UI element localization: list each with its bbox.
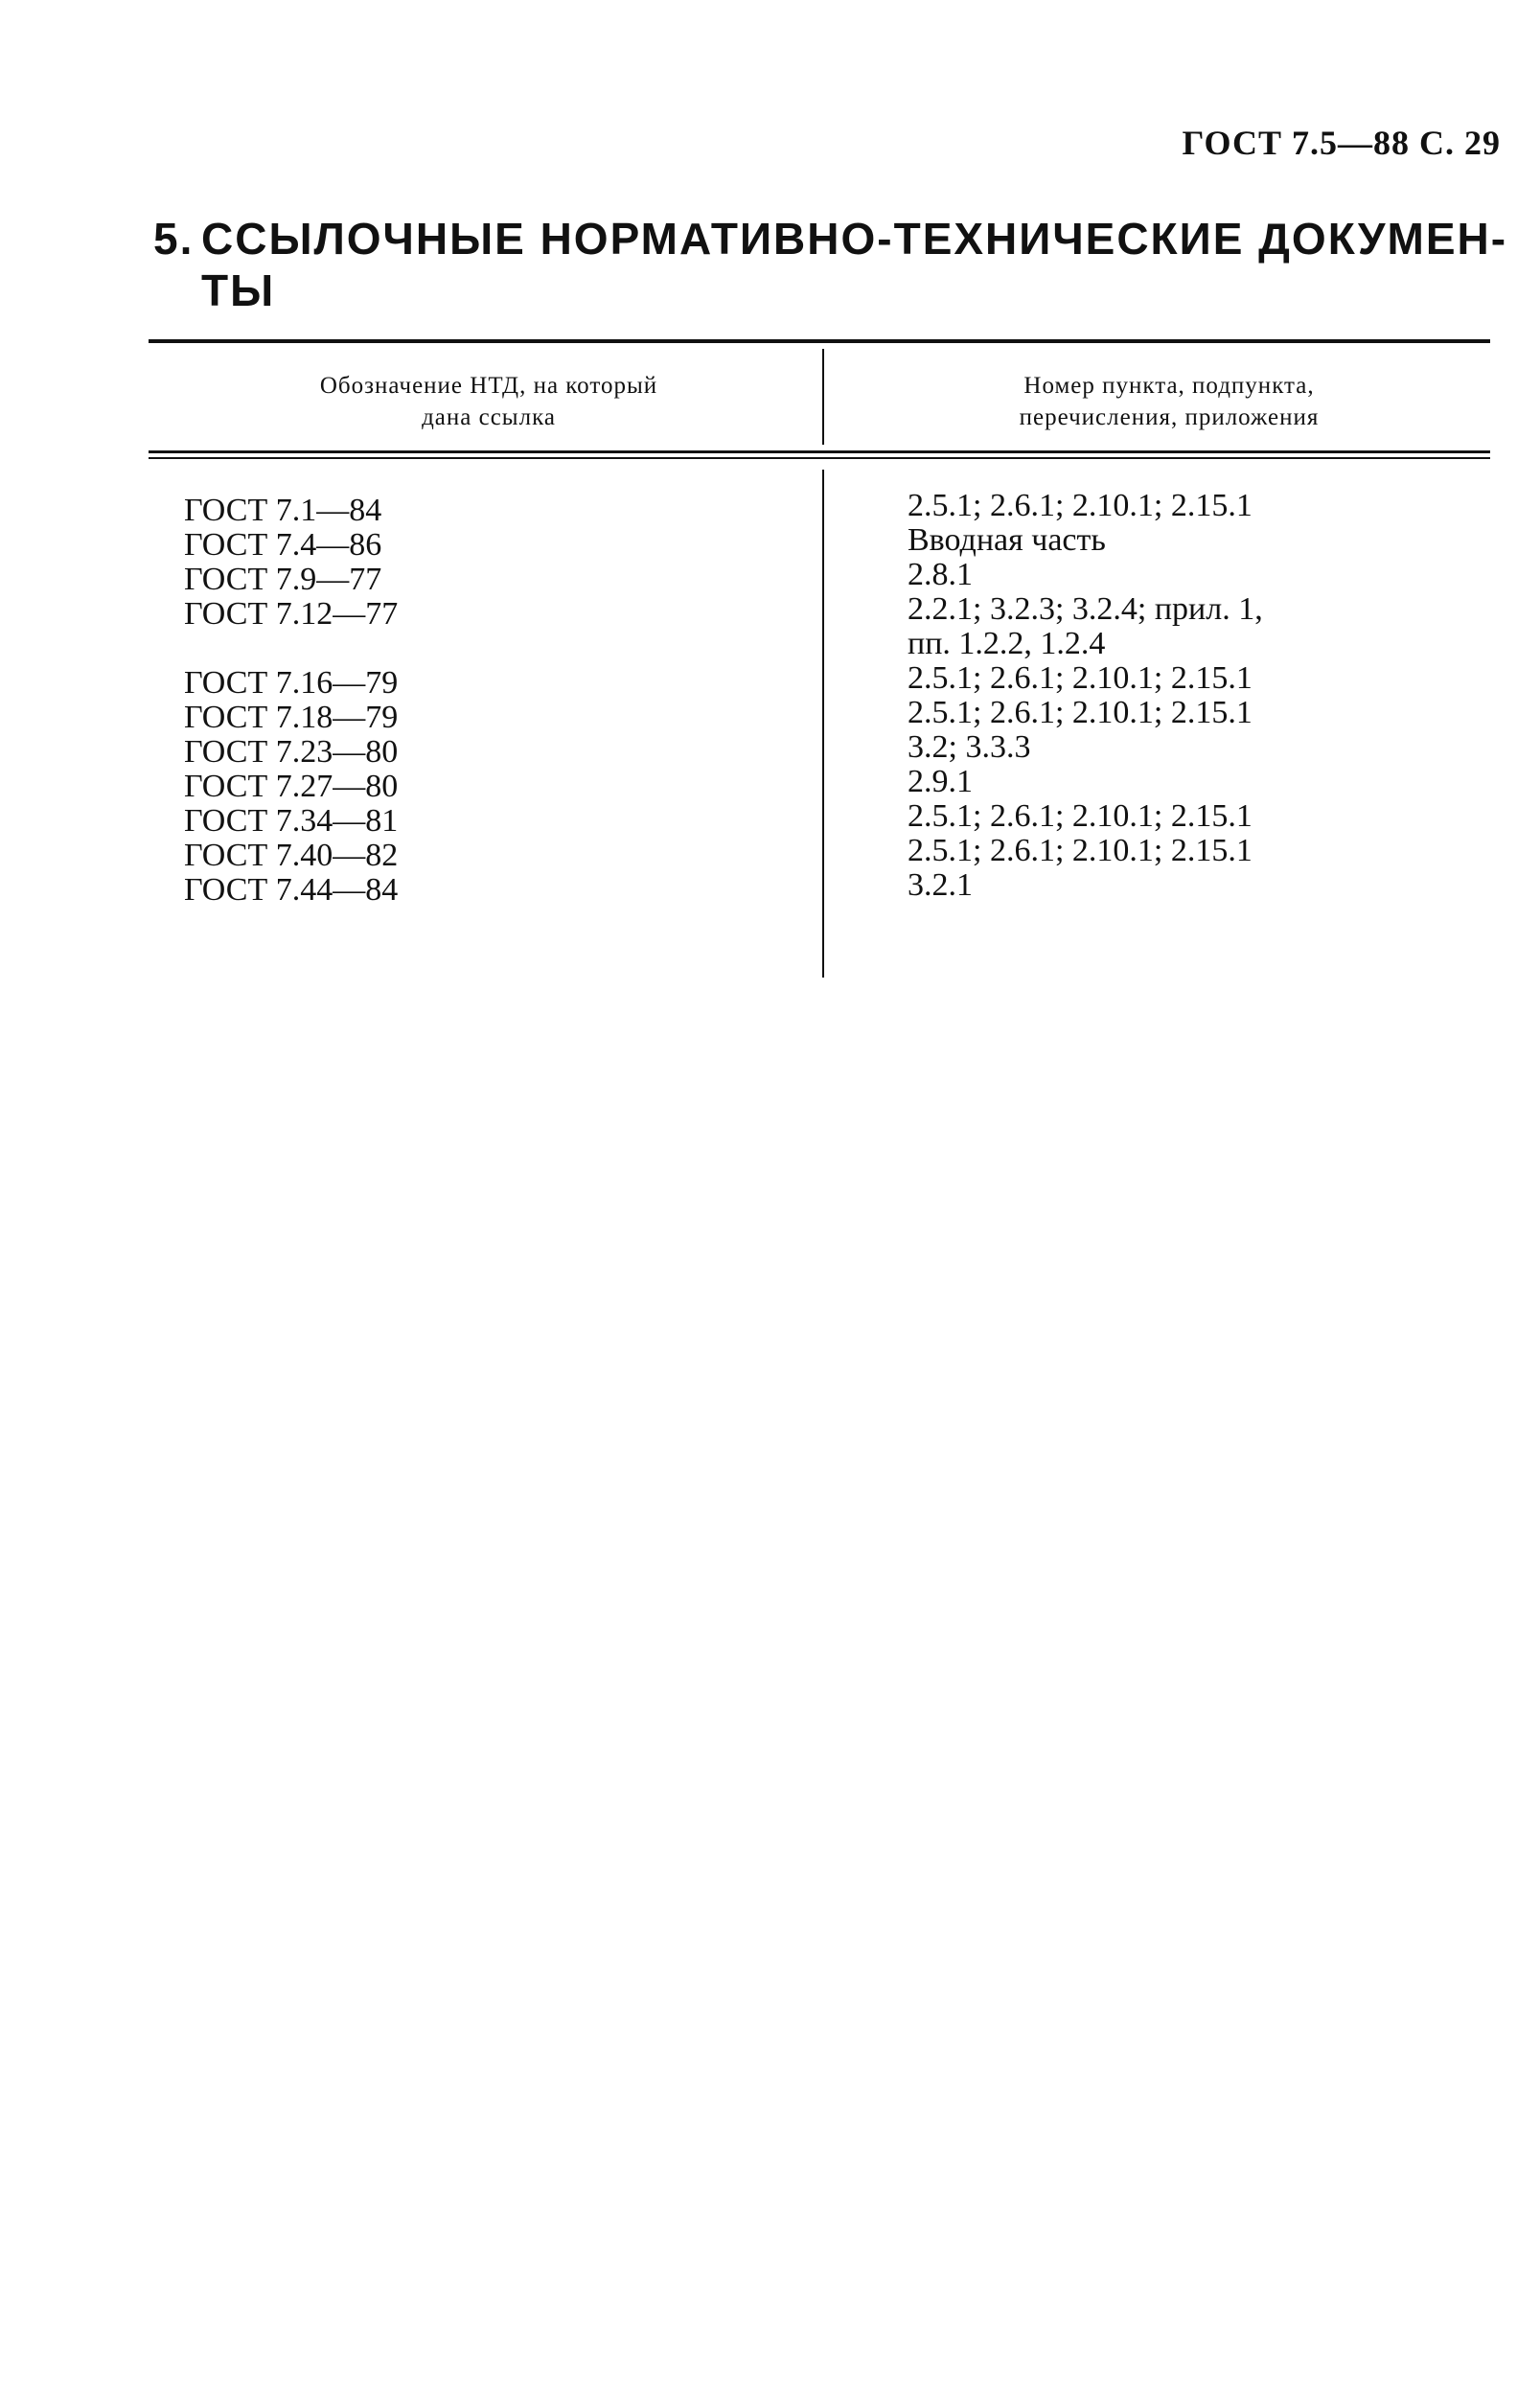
column-header-reference bbox=[901, 370, 1437, 433]
table-row-ref: 2.8.1 bbox=[908, 557, 973, 592]
column-header-document bbox=[220, 370, 757, 433]
table-row-doc: ГОСТ 7.40—82 bbox=[184, 838, 399, 873]
table-row-ref: 2.5.1; 2.6.1; 2.10.1; 2.15.1 bbox=[908, 833, 1253, 868]
header-bottom-rule-double bbox=[149, 457, 1490, 459]
table-row-doc: ГОСТ 7.12—77 bbox=[184, 596, 399, 632]
table-row-doc: ГОСТ 7.16—79 bbox=[184, 665, 399, 701]
section-title bbox=[153, 213, 1508, 316]
table-row-ref: Вводная часть bbox=[908, 522, 1106, 558]
page-header: ГОСТ 7.5—88 С. 29 bbox=[1182, 124, 1501, 162]
table-row-ref: 3.2; 3.3.3 bbox=[908, 729, 1031, 765]
table-row-ref: 2.5.1; 2.6.1; 2.10.1; 2.15.1 bbox=[908, 695, 1253, 730]
document-column bbox=[184, 494, 398, 908]
table-row-ref: 2.5.1; 2.6.1; 2.10.1; 2.15.1 bbox=[908, 660, 1253, 696]
table-row-ref-line1: 2.2.1; 3.2.3; 3.2.4; прил. 1, bbox=[908, 591, 1263, 627]
header-bottom-rule bbox=[149, 450, 1490, 453]
table-row-doc: ГОСТ 7.44—84 bbox=[184, 872, 399, 908]
section-number: 5. bbox=[153, 214, 195, 264]
table-row-doc: ГОСТ 7.18—79 bbox=[184, 700, 399, 735]
table-row-ref: 2.5.1; 2.6.1; 2.10.1; 2.15.1 bbox=[908, 798, 1253, 834]
column-header-document-line2: дана ссылка bbox=[422, 404, 556, 430]
section-title-line2: ТЫ bbox=[201, 265, 276, 315]
column-header-reference-line2: перечисления, приложения bbox=[1019, 404, 1320, 430]
table-row-ref: 2.5.1; 2.6.1; 2.10.1; 2.15.1 bbox=[908, 488, 1253, 523]
table-row-doc: ГОСТ 7.23—80 bbox=[184, 734, 399, 770]
reference-column bbox=[908, 489, 1263, 903]
header-column-divider bbox=[822, 349, 824, 445]
body-column-divider bbox=[822, 470, 824, 978]
column-header-document-line1: Обозначение НТД, на который bbox=[319, 373, 658, 399]
table-row-doc: ГОСТ 7.1—84 bbox=[184, 493, 382, 528]
column-header-reference-line1: Номер пункта, подпункта, bbox=[1023, 373, 1315, 399]
table-row-doc: ГОСТ 7.34—81 bbox=[184, 803, 399, 839]
table-row-ref: 3.2.1 bbox=[908, 867, 973, 903]
table-row-ref: 2.9.1 bbox=[908, 764, 973, 799]
table-row-ref-line2: пп. 1.2.2, 1.2.4 bbox=[908, 626, 1106, 661]
table-top-rule bbox=[149, 339, 1490, 343]
table-row-ref bbox=[908, 592, 1263, 661]
table-row-doc: ГОСТ 7.27—80 bbox=[184, 769, 399, 804]
table-row-doc: ГОСТ 7.4—86 bbox=[184, 527, 382, 563]
section-title-line1: ССЫЛОЧНЫЕ НОРМАТИВНО-ТЕХНИЧЕСКИЕ ДОКУМЕН- bbox=[201, 214, 1508, 264]
table-row-doc: ГОСТ 7.9—77 bbox=[184, 562, 382, 597]
